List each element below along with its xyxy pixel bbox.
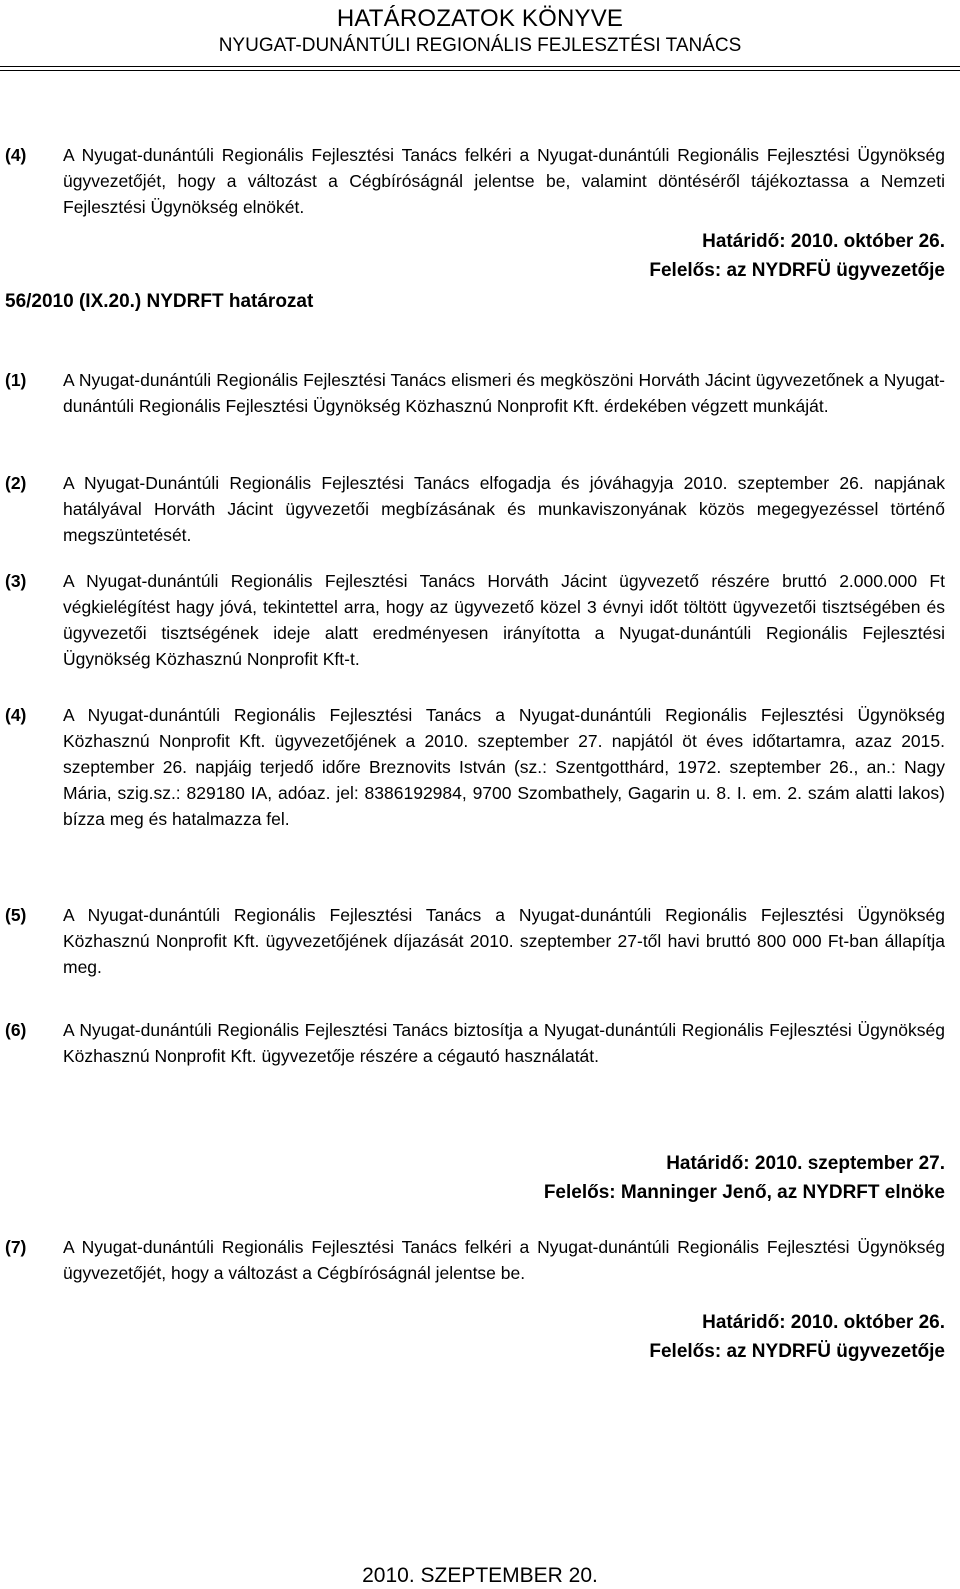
item-text: A Nyugat-dunántúli Regionális Fejlesztési Tanács a Nyugat-dunántúli Regionális Fejlesztési Ügynökség Közhasznú Nonprofit Kft. ügyvezetőjének a 2010. szeptember 27. napjától öt éves időtartamra, azaz 2015. szeptember 26. napjáig terjedő időre Breznovits István (sz.: Szentgotthárd, 1972. szeptember 26., an.: Nagy Mária, szig.sz.: 829180 IA, adóaz. jel: 8386192984, 9700 Szombathely, Gagarin u. 8. I. em. 2. szám alatti lakos) bízza meg és hatalmazza fel. [63, 705, 945, 829]
resolution-item-5 [5, 902, 945, 980]
resolution-item-4 [5, 702, 945, 832]
responsible-person: Felelős: az NYDRFÜ ügyvezetője [649, 260, 945, 281]
deadline-date: Határidő: 2010. szeptember 27. [666, 1153, 945, 1174]
responsible-person: Felelős: Manninger Jenő, az NYDRFT elnöke [543, 1182, 945, 1203]
resolution-title: 56/2010 (IX.20.) NYDRFT határozat [5, 291, 314, 312]
item-text: A Nyugat-Dunántúli Regionális Fejlesztési Tanács elfogadja és jóváhagyja 2010. szeptember 26. napjának hatályával Horváth Jácint ügyvezetői megbízásának és munkaviszonyának közös megegyezéssel történő megszüntetését. [63, 473, 945, 545]
page-footer-date: 2010. SZEPTEMBER 20. [362, 1564, 598, 1587]
item-number: (5) [5, 905, 27, 925]
deadline-block-3 [649, 1308, 945, 1366]
previous-item-4 [5, 142, 945, 220]
header-divider-secondary [0, 70, 960, 71]
deadline-date: Határidő: 2010. október 26. [702, 231, 945, 252]
document-title: HATÁROZATOK KÖNYVE [336, 5, 624, 32]
item-text: A Nyugat-dunántúli Regionális Fejlesztési Tanács elismeri és megköszöni Horváth Jácint ügyvezetőnek a Nyugat-dunántúli Regionális Fejlesztési Ügynökség Közhasznú Nonprofit Kft. érdekében végzett munkáját. [63, 370, 945, 416]
item-text: A Nyugat-dunántúli Regionális Fejlesztési Tanács felkéri a Nyugat-dunántúli Regionális Fejlesztési Ügynökség ügyvezetőjét, hogy a változást a Cégbíróságnál jelentse be, valamint döntéséről tájékoztassa a Nemzeti Fejlesztési Ügynökség elnökét. [63, 145, 945, 217]
item-text: A Nyugat-dunántúli Regionális Fejlesztési Tanács felkéri a Nyugat-dunántúli Regionális Fejlesztési Ügynökség ügyvezetőjét, hogy a változást a Cégbíróságnál jelentse be. [63, 1237, 945, 1283]
page-header [0, 4, 960, 58]
resolution-item-6 [5, 1017, 945, 1069]
deadline-block-2 [544, 1149, 945, 1207]
header-divider [0, 66, 960, 67]
item-number: (4) [5, 145, 27, 165]
item-number: (2) [5, 473, 27, 493]
item-number: (6) [5, 1020, 27, 1040]
item-number: (7) [5, 1237, 27, 1257]
document-subtitle: NYUGAT-DUNÁNTÚLI REGIONÁLIS FEJLESZTÉSI TANÁCS [218, 35, 742, 56]
resolution-item-3 [5, 568, 945, 672]
responsible-person: Felelős: az NYDRFÜ ügyvezetője [649, 1341, 945, 1362]
resolution-item-2 [5, 470, 945, 548]
item-text: A Nyugat-dunántúli Regionális Fejlesztési Tanács a Nyugat-dunántúli Regionális Fejlesztési Ügynökség Közhasznú Nonprofit Kft. ügyvezetőjének díjazását 2010. szeptember 27-től havi bruttó 800 000 Ft-ban állapítja meg. [63, 905, 945, 977]
item-text: A Nyugat-dunántúli Regionális Fejlesztési Tanács biztosítja a Nyugat-dunántúli Regionális Fejlesztési Ügynökség Közhasznú Nonprofit Kft. ügyvezetője részére a cégautó használatát. [63, 1020, 945, 1066]
item-number: (3) [5, 571, 27, 591]
item-number: (1) [5, 370, 27, 390]
deadline-date: Határidő: 2010. október 26. [702, 1312, 945, 1333]
resolution-item-7 [5, 1234, 945, 1286]
deadline-block-1 [649, 227, 945, 285]
item-text: A Nyugat-dunántúli Regionális Fejlesztési Tanács Horváth Jácint ügyvezető részére bruttó 2.000.000 Ft végkielégítést hagy jóvá, tekintettel arra, hogy az ügyvezető közel 3 évnyi időt töltött ügyvezetői tisztségében és ügyvezetői tisztségének ideje alatt eredményesen irányította a Nyugat-dunántúli Regionális Fejlesztési Ügynökség Közhasznú Nonprofit Kft-t. [63, 571, 945, 669]
resolution-item-1 [5, 367, 945, 419]
item-number: (4) [5, 705, 27, 725]
